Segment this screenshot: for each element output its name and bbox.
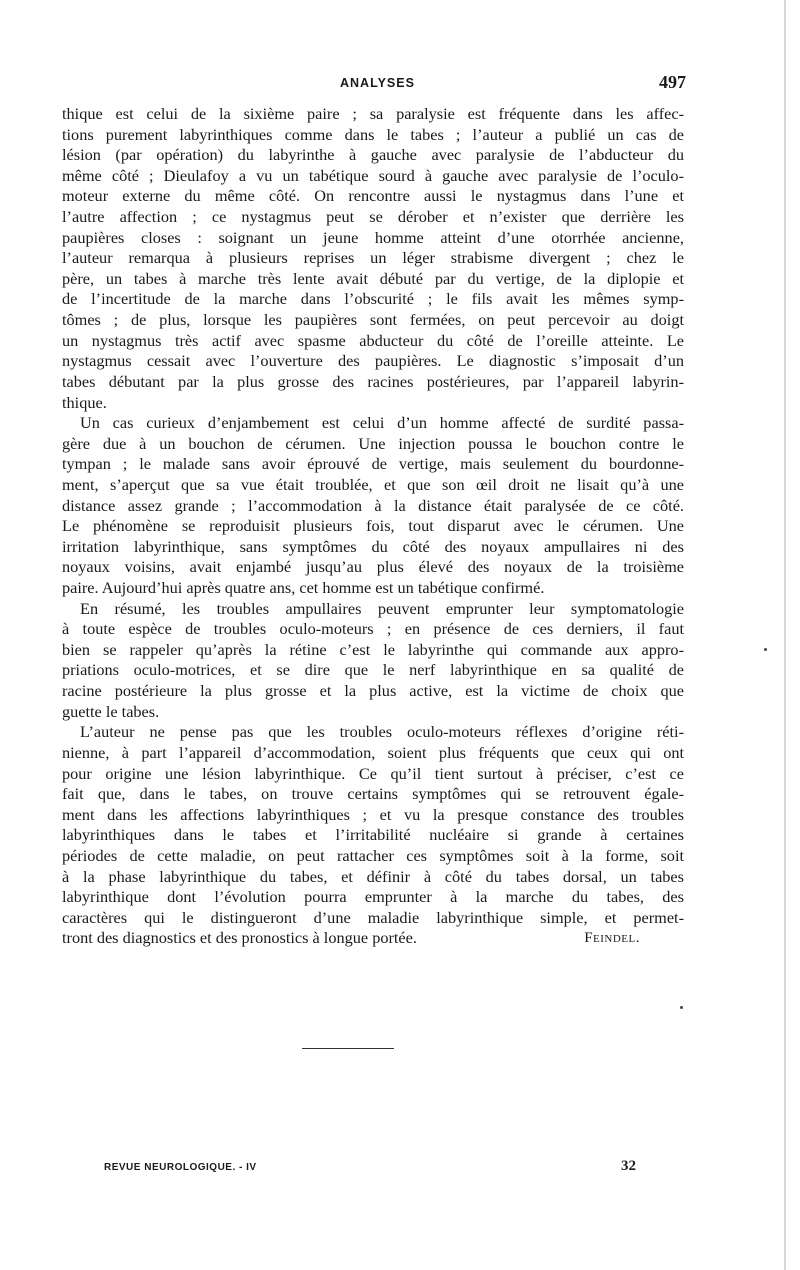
text-line: tront des diagnostics et des pronostics à longue portée. [62, 928, 417, 948]
text-line: thique est celui de la sixième paire ; sa paralysie est fréquente dans les affec- [62, 104, 684, 123]
text-line: gère due à un bouchon de cérumen. Une injection poussa le bouchon contre le [62, 433, 684, 453]
page-header [62, 74, 686, 96]
text-line: tabes débutant par la plus grosse des racines postérieures, par l’appareil labyrin- [62, 371, 684, 391]
page-number: 497 [659, 72, 686, 92]
text-line: irritation labyrinthique, sans symptômes du côté des noyaux ampullaires ni des [62, 536, 684, 556]
journal-signature: REVUE NEUROLOGIQUE. - IV [104, 1162, 257, 1173]
article-body [62, 104, 684, 949]
sheet-number: 32 [621, 1158, 636, 1174]
text-line: lésion (par opération) du labyrinthe à gauche avec paralysie de l’abducteur du [62, 145, 684, 165]
text-line: tympan ; le malade sans avoir éprouvé de vertige, mais seulement du bourdonne- [62, 454, 684, 474]
page-footer [104, 1158, 636, 1178]
closing-line [62, 928, 684, 949]
text-line: labyrinthiques dans le tabes et l’irritabilité nucléaire si grande à certaines [62, 825, 684, 845]
ink-speck [764, 648, 767, 651]
author-signature: Feindel. [584, 930, 640, 947]
text-line: tions purement labyrinthiques comme dans le tabes ; l’auteur a publié un cas de [62, 124, 684, 144]
text-line: thique. [62, 392, 107, 412]
text-line: nystagmus cessait avec l’ouverture des paupières. Le diagnostic s’imposait d’un [62, 351, 684, 371]
text-line: l’autre affection ; ce nystagmus peut se dérober et n’exister que derrière les [62, 207, 684, 227]
text-line: distance assez grande ; l’accommodation à la distance était paralysée de ce côté. [62, 495, 684, 515]
text-line: l’auteur remarqua à plusieurs reprises un léger strabisme divergent ; chez le [62, 248, 684, 268]
page-edge [784, 0, 786, 1270]
text-line: pour origine une lésion labyrinthique. Ce qu’il tient surtout à préciser, c’est ce [62, 763, 684, 783]
text-line: bien se rappeler qu’après la rétine c’est le labyrinthe qui commande aux appro- [62, 639, 684, 659]
text-line: de l’incertitude de la marche dans l’obscurité ; le fils avait les mêmes symp- [62, 289, 684, 309]
text-line: labyrinthique dont l’évolution pourra emprunter à la marche du tabes, des [62, 887, 684, 907]
text-line: caractères qui le distingueront d’une maladie labyrinthique simple, et permet- [62, 907, 684, 927]
text-line: fait que, dans le tabes, on trouve certains symptômes qui se retrouvent égale- [62, 784, 684, 804]
ink-speck [680, 1006, 683, 1009]
section-divider [302, 1048, 394, 1049]
text-line: noyaux voisins, avait enjambé jusqu’au plus élevé des noyaux de la troisième [62, 557, 684, 577]
paragraph-start-line: En résumé, les troubles ampullaires peuvent emprunter leur symptomatologie [80, 598, 684, 618]
text-line: un nystagmus très actif avec spasme abducteur du côté de l’oreille atteinte. Le [62, 330, 684, 350]
text-line: à toute espèce de troubles oculo-moteurs ; en présence de ces derniers, il faut [62, 619, 684, 639]
text-line: moteur externe du même côté. On rencontre aussi le nystagmus dans l’une et [62, 186, 684, 206]
text-line: père, un tabes à marche très lente avait débuté par du vertige, de la diplopie et [62, 268, 684, 288]
paragraph-start-line: L’auteur ne pense pas que les troubles oculo-moteurs réflexes d’origine réti- [80, 722, 684, 742]
text-line: racine postérieure la plus grosse et la plus active, est la victime de choix que [62, 681, 684, 701]
text-line: paupières closes : soignant un jeune homme atteint d’une otorrhée ancienne, [62, 227, 684, 247]
text-line: même côté ; Dieulafoy a vu un tabétique sourd à gauche avec paralysie de l’oculo- [62, 165, 684, 185]
text-line: tômes ; de plus, lorsque les paupières sont fermées, on peut percevoir au doigt [62, 310, 684, 330]
running-title: ANALYSES [340, 76, 415, 90]
text-line: nienne, à part l’appareil d’accommodation, soient plus fréquents que ceux qui ont [62, 742, 684, 762]
text-line: ment dans les affections labyrinthiques ; et vu la presque constance des troubles [62, 804, 684, 824]
text-line: guette le tabes. [62, 701, 160, 721]
text-line: à la phase labyrinthique du tabes, et définir à côté du tabes dorsal, un tabes [62, 866, 684, 886]
paragraph-start-line: Un cas curieux d’enjambement est celui d’un homme affecté de surdité passa- [80, 413, 684, 433]
text-line: Le phénomène se reproduisit plusieurs fois, tout disparut avec le cérumen. Une [62, 516, 684, 536]
text-line: périodes de cette maladie, on peut rattacher ces symptômes soit à la forme, soit [62, 845, 684, 865]
text-line: paire. Aujourd’hui après quatre ans, cet homme est un tabétique confirmé. [62, 578, 545, 598]
text-line: ment, s’aperçut que sa vue était troublée, et que son œil droit ne lisait qu’à une [62, 474, 684, 494]
text-line: priations oculo-motrices, et se dire que le nerf labyrinthique en sa qualité de [62, 660, 684, 680]
